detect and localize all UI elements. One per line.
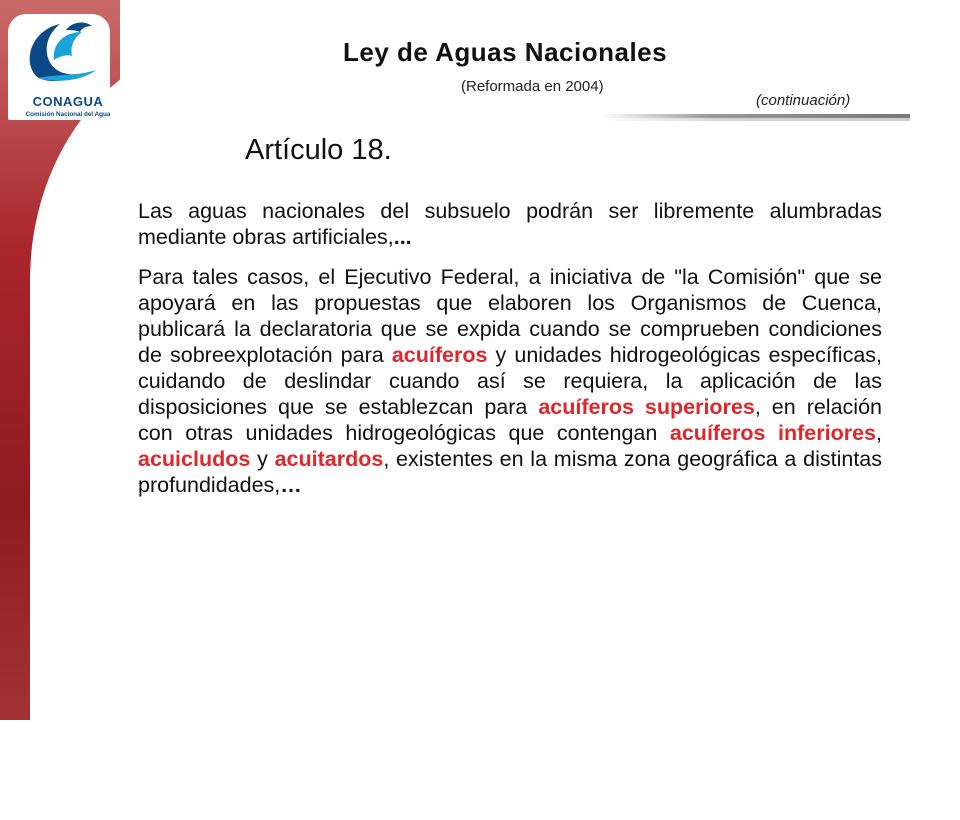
paragraph-1-text: Las aguas nacionales del subsuelo podrán ser libremente alumbradas mediante obras artificiales, [138,199,882,249]
highlight-term: acuicludos [138,447,251,471]
header-divider-shadow [600,118,910,121]
paragraph-2-text: , existentes en la misma zona geográfica a distintas profundidades, [138,447,882,497]
paragraph-1 [138,198,882,250]
continuation-label: (continuación) [756,92,851,109]
logo-subtitle: Comisión Nacional del Agua [25,111,111,118]
paragraph-2-text: y unidades hidrogeológicas específicas, cuidando de deslindar cuando así se requiera, la aplicación de las disposiciones que se establezcan para [138,343,883,419]
paragraph-2 [138,264,882,498]
paragraph-2-text: , [876,421,882,445]
page-subtitle: (Reformada en 2004) [461,78,604,95]
paragraph-2-text: Para tales casos, el Ejecutivo Federal, a iniciativa de "la Comisión" que se apoyará en las propuestas que elaboren los Organismos de Cuenca, publicará la declaratoria que se expida cuando se comprueben condiciones de sobreexplotación para [138,265,882,367]
paragraph-2-ellipsis: … [280,473,302,497]
conagua-logo [8,14,110,120]
highlight-term: acuíferos inferiores [669,421,877,445]
article-body [138,198,882,498]
article-heading: Artículo 18. [245,134,392,166]
paragraph-1-ellipsis: ... [393,225,412,249]
wave-eagle-icon [8,14,110,84]
page-title: Ley de Aguas Nacionales [343,37,668,67]
highlight-term: acuíferos superiores [538,395,755,419]
paragraph-2-text: , en relación con otras unidades hidrogeológicas que contengan [138,395,882,445]
paragraph-2-text: y [250,447,275,471]
logo-wordmark: CONAGUA [32,94,104,109]
highlight-term: acuíferos [391,343,488,367]
highlight-term: acuitardos [274,447,384,471]
